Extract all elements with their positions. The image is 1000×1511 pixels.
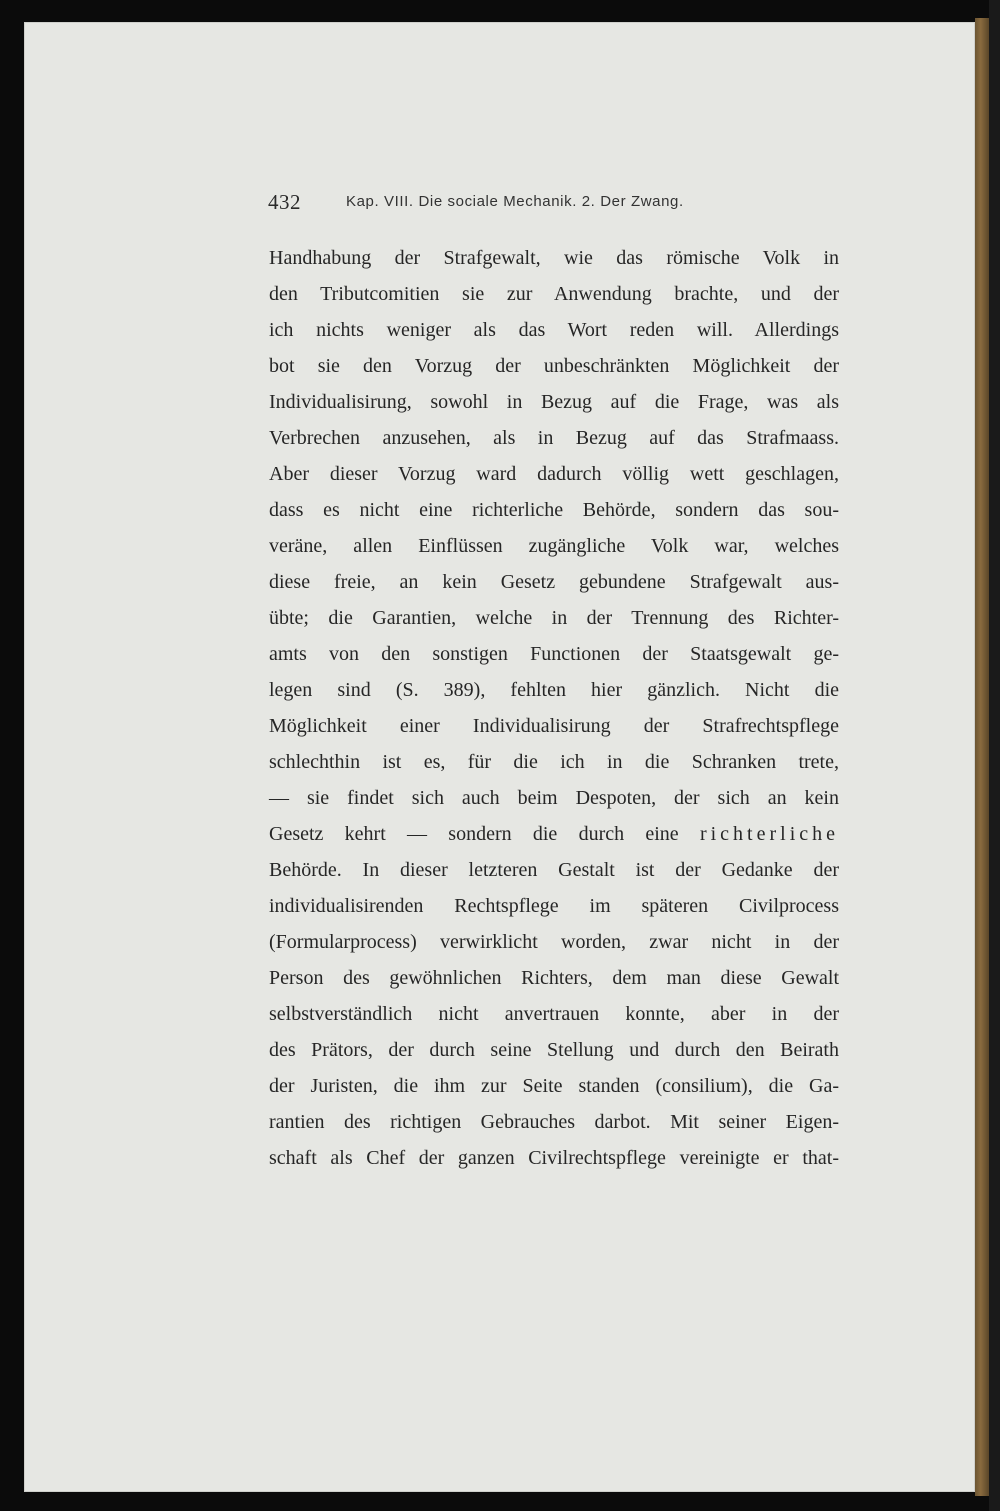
- text-line: Handhabung der Strafgewalt, wie das römische Volk in: [269, 247, 839, 269]
- text-line: Individualisirung, sowohl in Bezug auf die Frage, was als: [269, 391, 839, 413]
- text-line-emphasis: [269, 816, 839, 852]
- text-line: Möglichkeit einer Individualisirung der Strafrechtspflege: [269, 715, 839, 737]
- text-line: Person des gewöhnlichen Richters, dem man diese Gewalt: [269, 967, 839, 989]
- running-head: Kap. VIII. Die sociale Mechanik. 2. Der Zwang.: [346, 193, 684, 210]
- page-header: [268, 190, 758, 220]
- text-line: bot sie den Vorzug der unbeschränkten Möglichkeit der: [269, 355, 839, 377]
- text-line: Aber dieser Vorzug ward dadurch völlig wett geschlagen,: [269, 463, 839, 485]
- text-line: den Tributcomitien sie zur Anwendung brachte, und der: [269, 283, 839, 305]
- text-line: des Prätors, der durch seine Stellung und durch den Beirath: [269, 1039, 839, 1061]
- text-line: ich nichts weniger als das Wort reden will. Allerdings: [269, 319, 839, 341]
- page-number: 432: [268, 190, 301, 214]
- text-line: — sie findet sich auch beim Despoten, der sich an kein: [269, 787, 839, 809]
- text-line: individualisirenden Rechtspflege im späteren Civilprocess: [269, 895, 839, 917]
- text-line: veräne, allen Einflüssen zugängliche Volk war, welches: [269, 535, 839, 557]
- text-line: selbstverständlich nicht anvertrauen konnte, aber in der: [269, 1003, 839, 1025]
- emphasized-word: richterliche: [699, 823, 840, 845]
- text-line: diese freie, an kein Gesetz gebundene Strafgewalt aus-: [269, 571, 839, 593]
- text-line: legen sind (S. 389), fehlten hier gänzlich. Nicht die: [269, 679, 839, 701]
- text-line: schlechthin ist es, für die ich in die Schranken trete,: [269, 751, 839, 773]
- text-line: übte; die Garantien, welche in der Trennung des Richter-: [269, 607, 839, 629]
- text-fragment: Gesetz kehrt — sondern die durch eine: [269, 823, 679, 845]
- text-line: Verbrechen anzusehen, als in Bezug auf das Strafmaass.: [269, 427, 839, 449]
- text-line: der Juristen, die ihm zur Seite standen (consilium), die Ga-: [269, 1075, 839, 1097]
- text-line: rantien des richtigen Gebrauches darbot. Mit seiner Eigen-: [269, 1111, 839, 1133]
- text-line: dass es nicht eine richterliche Behörde, sondern das sou-: [269, 499, 839, 521]
- body-paragraph: [269, 240, 839, 1176]
- text-line: Behörde. In dieser letzteren Gestalt ist der Gedanke der: [269, 859, 839, 881]
- text-line: amts von den sonstigen Functionen der Staatsgewalt ge-: [269, 643, 839, 665]
- text-line: (Formularprocess) verwirklicht worden, zwar nicht in der: [269, 931, 839, 953]
- text-line: schaft als Chef der ganzen Civilrechtspflege vereinigte er that-: [269, 1147, 839, 1169]
- page-edge: [975, 18, 989, 1496]
- scan-border: [989, 0, 1000, 1511]
